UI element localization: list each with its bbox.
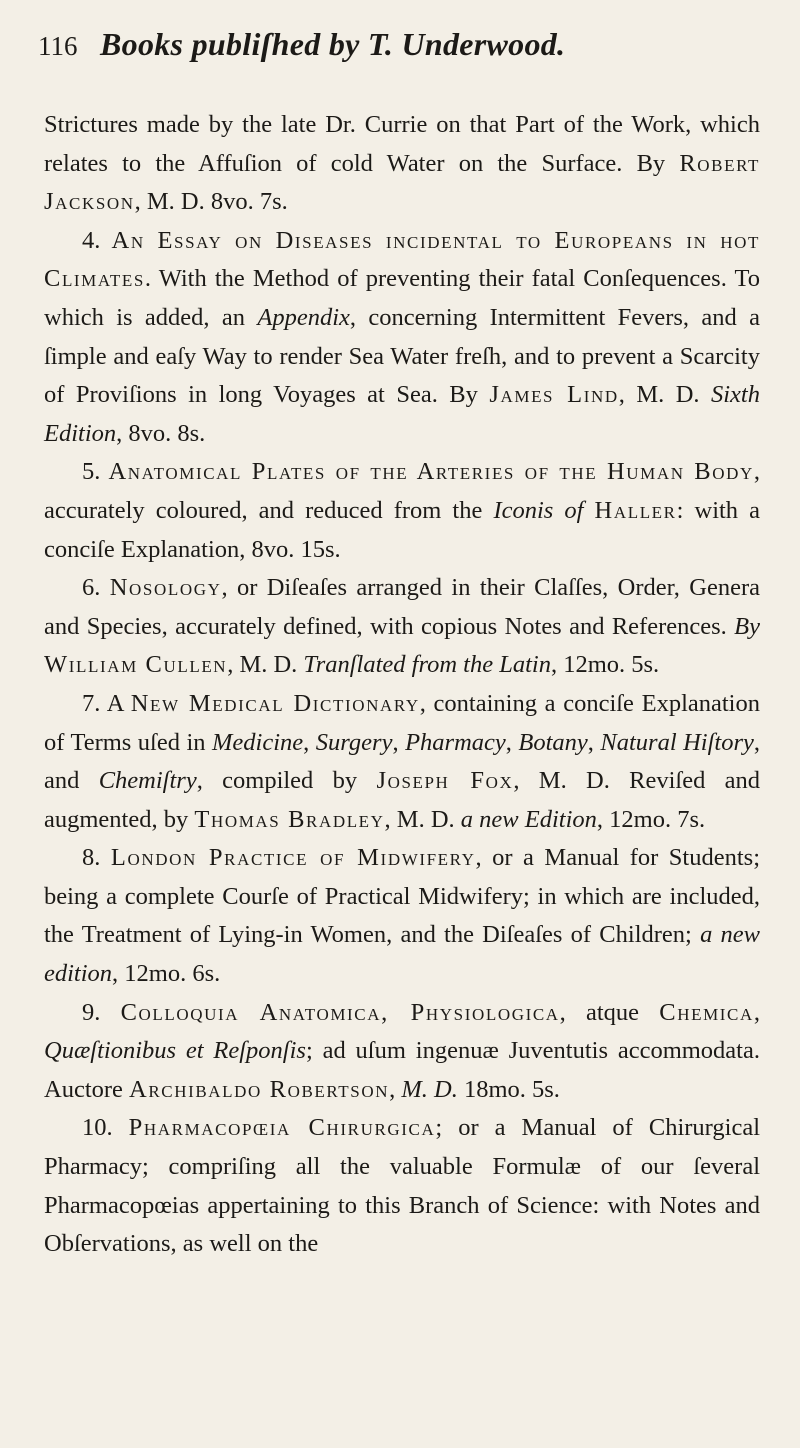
small-caps-text: Anatomical Plates of the Arteries of the Human Body <box>108 458 754 486</box>
catalogue-entry <box>44 106 760 222</box>
entry-text: 10. <box>82 1114 129 1142</box>
small-caps-text: New Medical Dictionary <box>130 689 420 717</box>
small-caps-text: James Lind <box>489 381 619 409</box>
catalogue-entry <box>44 1109 760 1263</box>
italic-text: a new edition <box>44 921 760 988</box>
italic-text: Tranſlated from the Latin <box>303 651 551 679</box>
entry-text: , <box>753 998 761 1026</box>
entry-text: 8. <box>82 844 111 872</box>
entry-text: , and <box>44 728 761 795</box>
italic-text: By <box>734 612 760 640</box>
entry-text: , <box>392 728 406 756</box>
entry-text: , accurately coloured, and reduced from the <box>44 458 761 524</box>
small-caps-text: Thomas Bradley <box>194 805 385 833</box>
catalogue-entry <box>44 994 760 1110</box>
entry-text: , <box>587 728 601 756</box>
running-title: Books publiſhed by T. Underwood. <box>100 26 566 62</box>
catalogue-entry <box>44 453 760 569</box>
running-head <box>38 26 760 82</box>
entry-text: , M. D. <box>618 381 711 409</box>
small-caps-text: Archibaldo Robertson <box>129 1075 390 1103</box>
italic-text: Surgery <box>315 728 393 756</box>
entry-text: , <box>389 1075 402 1103</box>
entry-text: : with a conciſe Explanation, 8vo. 15s. <box>44 496 761 563</box>
italic-text: Medicine <box>212 728 304 756</box>
entry-text: . With the Method of preventing their fatal Conſequences. To which is added, an <box>44 265 760 331</box>
italic-text: Botany <box>518 728 588 756</box>
entry-text: 5. <box>82 458 109 486</box>
catalogue-entry <box>44 839 760 993</box>
italic-text: Chemiſtry <box>98 767 197 795</box>
entry-text: 18mo. 5s. <box>457 1075 560 1103</box>
italic-text: Appendix <box>257 303 350 331</box>
catalogue-entry <box>44 222 760 454</box>
catalogue-text <box>44 106 760 1264</box>
entry-text: , M. D. <box>384 805 461 833</box>
entry-text: , or Diſeaſes arranged in their Claſſes, Order, Genera and Species, accurately defined, with copious Notes and References. <box>44 574 761 640</box>
entry-text: ; ad uſum ingenuæ Juventutis accommodata. Auctore <box>44 1037 760 1103</box>
entry-text: , compiled by <box>196 767 377 795</box>
entry-text: , 12mo. 5s. <box>550 651 660 679</box>
italic-text: Iconis of <box>493 496 584 524</box>
entry-text: 6. <box>82 574 110 602</box>
italic-text: Pharmacy <box>405 728 506 756</box>
entry-text: , <box>505 728 519 756</box>
entry-text: , M. D. Reviſed and augmented, by <box>44 767 761 833</box>
entry-text <box>583 497 594 524</box>
entry-text: , <box>303 728 316 756</box>
entry-text: 9. <box>82 998 121 1026</box>
small-caps-text: Joseph Fox <box>376 767 514 795</box>
italic-text: a new Edition <box>460 805 597 833</box>
entry-text: Strictures made by the late Dr. Currie on that Part of the Work, which relates to the Affuſion of cold Water on the Surface. By <box>44 111 760 177</box>
small-caps-text: Robert Jackson <box>44 149 760 216</box>
entry-text: , containing a conciſe Explanation of Terms uſed in <box>44 689 760 756</box>
italic-text: M. D. <box>401 1075 458 1103</box>
entry-text: 7. A <box>82 689 131 717</box>
entry-text: ; or a Manual of Chirurgical Pharmacy; compriſing all the valuable Formulæ of our ſeveral Pharmacopœias appertaining to this Branch of Science: with Notes and Obſervations, as well on the <box>44 1114 761 1258</box>
small-caps-text: An Essay on Diseases incidental to Europeans in hot Climates <box>44 226 761 293</box>
catalogue-entry <box>44 685 760 839</box>
entry-text: , M. D. <box>227 651 304 679</box>
entry-text: , or a Manual for Students; being a complete Courſe of Practical Midwifery; in which are included, the Treatment of Lying-in Women, and the Diſeaſes of Children; <box>44 844 760 949</box>
italic-text: Natural Hiſtory <box>600 728 754 756</box>
small-caps-text: Chemica <box>659 998 754 1026</box>
entry-text: , 12mo. 6s. <box>112 960 221 988</box>
entry-text: , M. D. 8vo. 7s. <box>134 188 288 216</box>
small-caps-text: William Cullen <box>44 651 228 679</box>
entry-text: , 12mo. 7s. <box>596 805 706 833</box>
page-number: 116 <box>38 31 78 61</box>
entry-text: , concerning Intermittent Fevers, and a ſimple and eaſy Way to render Sea Water freſh, and to prevent a Scarcity of Proviſions in long Voyages at Sea. By <box>44 303 761 409</box>
small-caps-text: Pharmacopœia Chirurgica <box>128 1114 436 1142</box>
small-caps-text: London Practice of Midwifery <box>110 844 476 872</box>
small-caps-text: Colloquia Anatomica, Physiologica <box>120 998 560 1026</box>
entry-text: 4. <box>82 226 112 254</box>
italic-text: Quæſtionibus et Reſponſis <box>44 1037 306 1065</box>
entry-text: , atque <box>559 998 660 1026</box>
small-caps-text: Haller <box>594 496 677 524</box>
small-caps-text: Nosology <box>109 574 222 602</box>
catalogue-entry <box>44 569 760 685</box>
entry-text: , 8vo. 8s. <box>116 419 206 447</box>
italic-text: Sixth Edition <box>44 381 760 447</box>
